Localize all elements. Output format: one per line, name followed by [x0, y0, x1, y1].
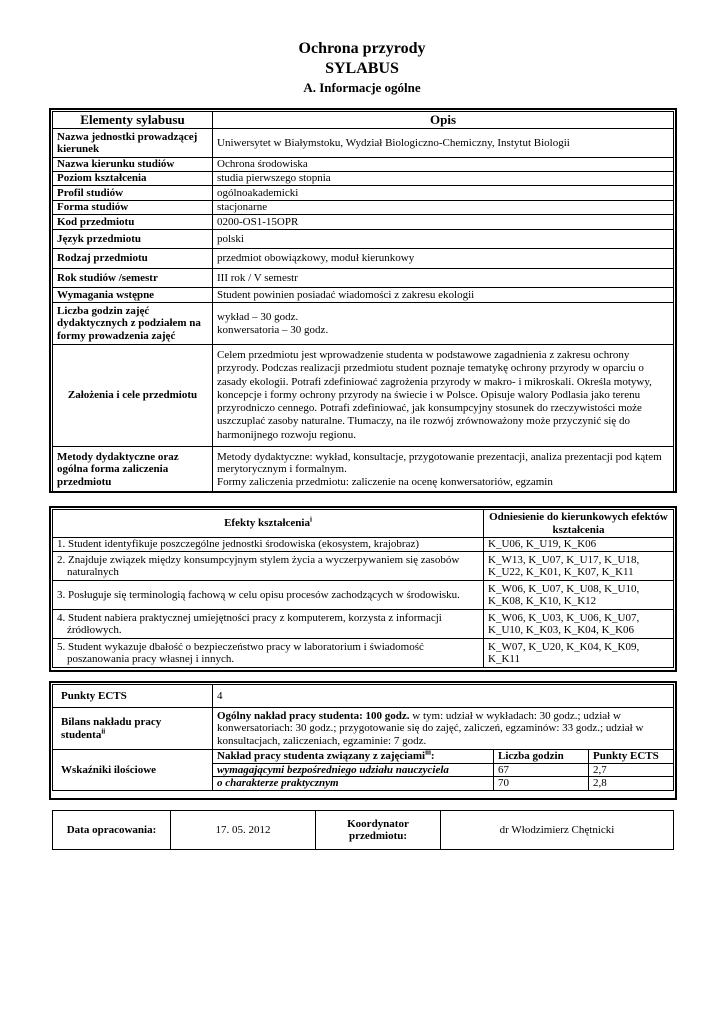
ind-row-ects: 2,8	[589, 777, 674, 791]
date-value: 17. 05. 2012	[171, 811, 316, 850]
row-value: 0200-OS1-15OPR	[213, 215, 674, 230]
row-value: Ochrona środowiska	[213, 158, 674, 172]
assessment-text: Formy zaliczenia przedmiotu: zaliczenie na ocenę konwersatoriów, egzamin	[217, 475, 553, 488]
hours-lecture: wykład – 30 godz.	[217, 311, 299, 323]
general-info-table	[52, 111, 674, 493]
row-value: polski	[213, 230, 674, 249]
row-label: Liczba godzin zajęć dydaktycznych z podziałem na formy prowadzenia zajęć	[53, 303, 213, 345]
ind-row-label: o charakterze praktycznym	[213, 777, 494, 791]
row-label: Nazwa jednostki prowadzącej kierunek	[53, 129, 213, 158]
footer-table	[52, 810, 674, 850]
effect-text: 4. Student nabiera praktycznej umiejętności pracy z komputerem, korzysta z informacji źródłowych.	[53, 610, 484, 639]
row-value	[213, 447, 674, 493]
section-heading: A. Informacje ogólne	[303, 80, 421, 95]
row-value	[213, 303, 674, 345]
footnote-mark: ii	[101, 726, 106, 735]
row-value: ogólnoakademicki	[213, 186, 674, 201]
coordinator-label: Koordynator przedmiotu:	[316, 811, 441, 850]
row-value: stacjonarne	[213, 201, 674, 215]
balance-details: w tym: udział w wykładach: 30 godz.; udział w konwersatoriach: 30 godz.; przygotowanie się do zajęć, zaliczeń, egzaminów: 33 godz.; udział w konsultacjach, zaliczeniach, egzaminie: 7 godz.	[217, 709, 644, 747]
ind-row-hours: 70	[494, 777, 589, 791]
balance-value	[213, 708, 674, 750]
coordinator-value: dr Włodzimierz Chętnicki	[441, 811, 674, 850]
methods-text: Metody dydaktyczne: wykład, konsultacje, przygotowanie prezentacji, analiza prezentacji pod kątem merytorycznym i formalnym.	[217, 450, 662, 476]
row-value: Student powinien posiadać wiadomości z zakresu ekologii	[213, 288, 674, 303]
ind-col-hours: Liczba godzin	[494, 750, 589, 764]
ind-row-hours: 67	[494, 763, 589, 777]
effect-text: 3. Posługuje się terminologią fachową w celu opisu procesów zachodzących w środowisku.	[53, 581, 484, 610]
row-label: Wymagania wstępne	[53, 288, 213, 303]
row-label: Kod przedmiotu	[53, 215, 213, 230]
col-ref-header: Odniesienie do kierunkowych efektów kształcenia	[484, 510, 674, 538]
col-effects-label: Efekty kształcenia	[224, 517, 310, 530]
footnote-mark: iii	[425, 749, 431, 757]
effect-text: 5. Student wykazuje dbałość o bezpieczeństwo pracy w laboratorium i świadomość poszanowania pracy własnej i innych.	[53, 639, 484, 668]
row-value: studia pierwszego stopnia	[213, 172, 674, 186]
balance-label: Bilans nakładu pracy studenta	[61, 716, 162, 741]
row-value: III rok / V semestr	[213, 269, 674, 288]
ects-value: 4	[213, 685, 674, 708]
row-label: Język przedmiotu	[53, 230, 213, 249]
row-value: Celem przedmiotu jest wprowadzenie studenta w podstawowe zagadnienia z zakresu ochrony przyrody. Podczas realizacji przedmiotu student poznaje tematykę ochrony przyrody w oparciu o zasady ekologii. Potrafi zdefiniować zagrożenia przyrody w makro- i mikroskali. Określa motywy, koncepcje i formy ochrony przyrody na świecie i w Polsce. Opisuje walory Podlasia jako terenu przyrodniczo cennego. Potrafi zdefiniować, jak konsumpcyjny stosunek do rzeczywistości może uszczuplać zasoby naturalne. Tłumaczy, na ile rozwój zrównoważony może przyczynić się do harmonijnego rozwoju regionu.	[213, 345, 674, 447]
ind-col-ects: Punkty ECTS	[589, 750, 674, 764]
indicators-label: Wskaźniki ilościowe	[53, 750, 213, 791]
ects-label: Punkty ECTS	[53, 685, 213, 708]
row-label: Metody dydaktyczne oraz ogólna forma zaliczenia przedmiotu	[53, 447, 213, 493]
effects-table	[52, 509, 674, 668]
ind-header-cell: Nakład pracy studenta związany z zajęciami$^{iii}$:	[213, 750, 494, 764]
effect-ref: K_U06, K_U19, K_K06	[484, 538, 674, 552]
col-effects-header	[53, 510, 484, 538]
row-value: Uniwersytet w Białymstoku, Wydział Biologiczno-Chemiczny, Instytut Biologii	[213, 129, 674, 158]
ind-header: Nakład pracy studenta związany z zajęciami	[217, 750, 426, 762]
hours-seminar: konwersatoria – 30 godz.	[217, 323, 329, 336]
effect-ref: K_W13, K_U07, K_U17, K_U18, K_U22, K_K01, K_K07, K_K11	[484, 552, 674, 581]
row-label: Założenia i cele przedmiotu	[53, 345, 213, 447]
col-elements-header: Elementy sylabusu	[53, 112, 213, 129]
balance-label-cell	[53, 708, 213, 750]
row-label: Rodzaj przedmiotu	[53, 249, 213, 269]
row-value: przedmiot obowiązkowy, moduł kierunkowy	[213, 249, 674, 269]
row-label: Poziom kształcenia	[53, 172, 213, 186]
date-label: Data opracowania:	[53, 811, 171, 850]
effect-ref: K_W06, K_U03, K_U06, K_U07, K_U10, K_K03, K_K04, K_K06	[484, 610, 674, 639]
document-subtitle: SYLABUS	[325, 60, 399, 77]
balance-total: Ogólny nakład pracy studenta: 100 godz.	[217, 709, 410, 722]
footnote-mark: i	[309, 515, 312, 524]
row-label: Rok studiów /semestr	[53, 269, 213, 288]
ects-table	[52, 684, 674, 791]
document-title: Ochrona przyrody	[298, 40, 426, 57]
col-desc-header: Opis	[213, 112, 674, 129]
effect-text: 1. Student identyfikuje poszczególne jednostki środowiska (ekosystem, krajobraz)	[53, 538, 484, 552]
row-label: Profil studiów	[53, 186, 213, 201]
ind-row-ects: 2,7	[589, 763, 674, 777]
ind-row-label: wymagającymi bezpośredniego udziału nauczyciela	[213, 763, 494, 777]
effect-text: 2. Znajduje związek między konsumpcyjnym stylem życia a wyczerpywaniem się zasobów naturalnych	[53, 552, 484, 581]
row-label: Forma studiów	[53, 201, 213, 215]
effect-ref: K_W06, K_U07, K_U08, K_U10, K_K08, K_K10, K_K12	[484, 581, 674, 610]
row-label: Nazwa kierunku studiów	[53, 158, 213, 172]
effect-ref: K_W07, K_U20, K_K04, K_K09, K_K11	[484, 639, 674, 668]
